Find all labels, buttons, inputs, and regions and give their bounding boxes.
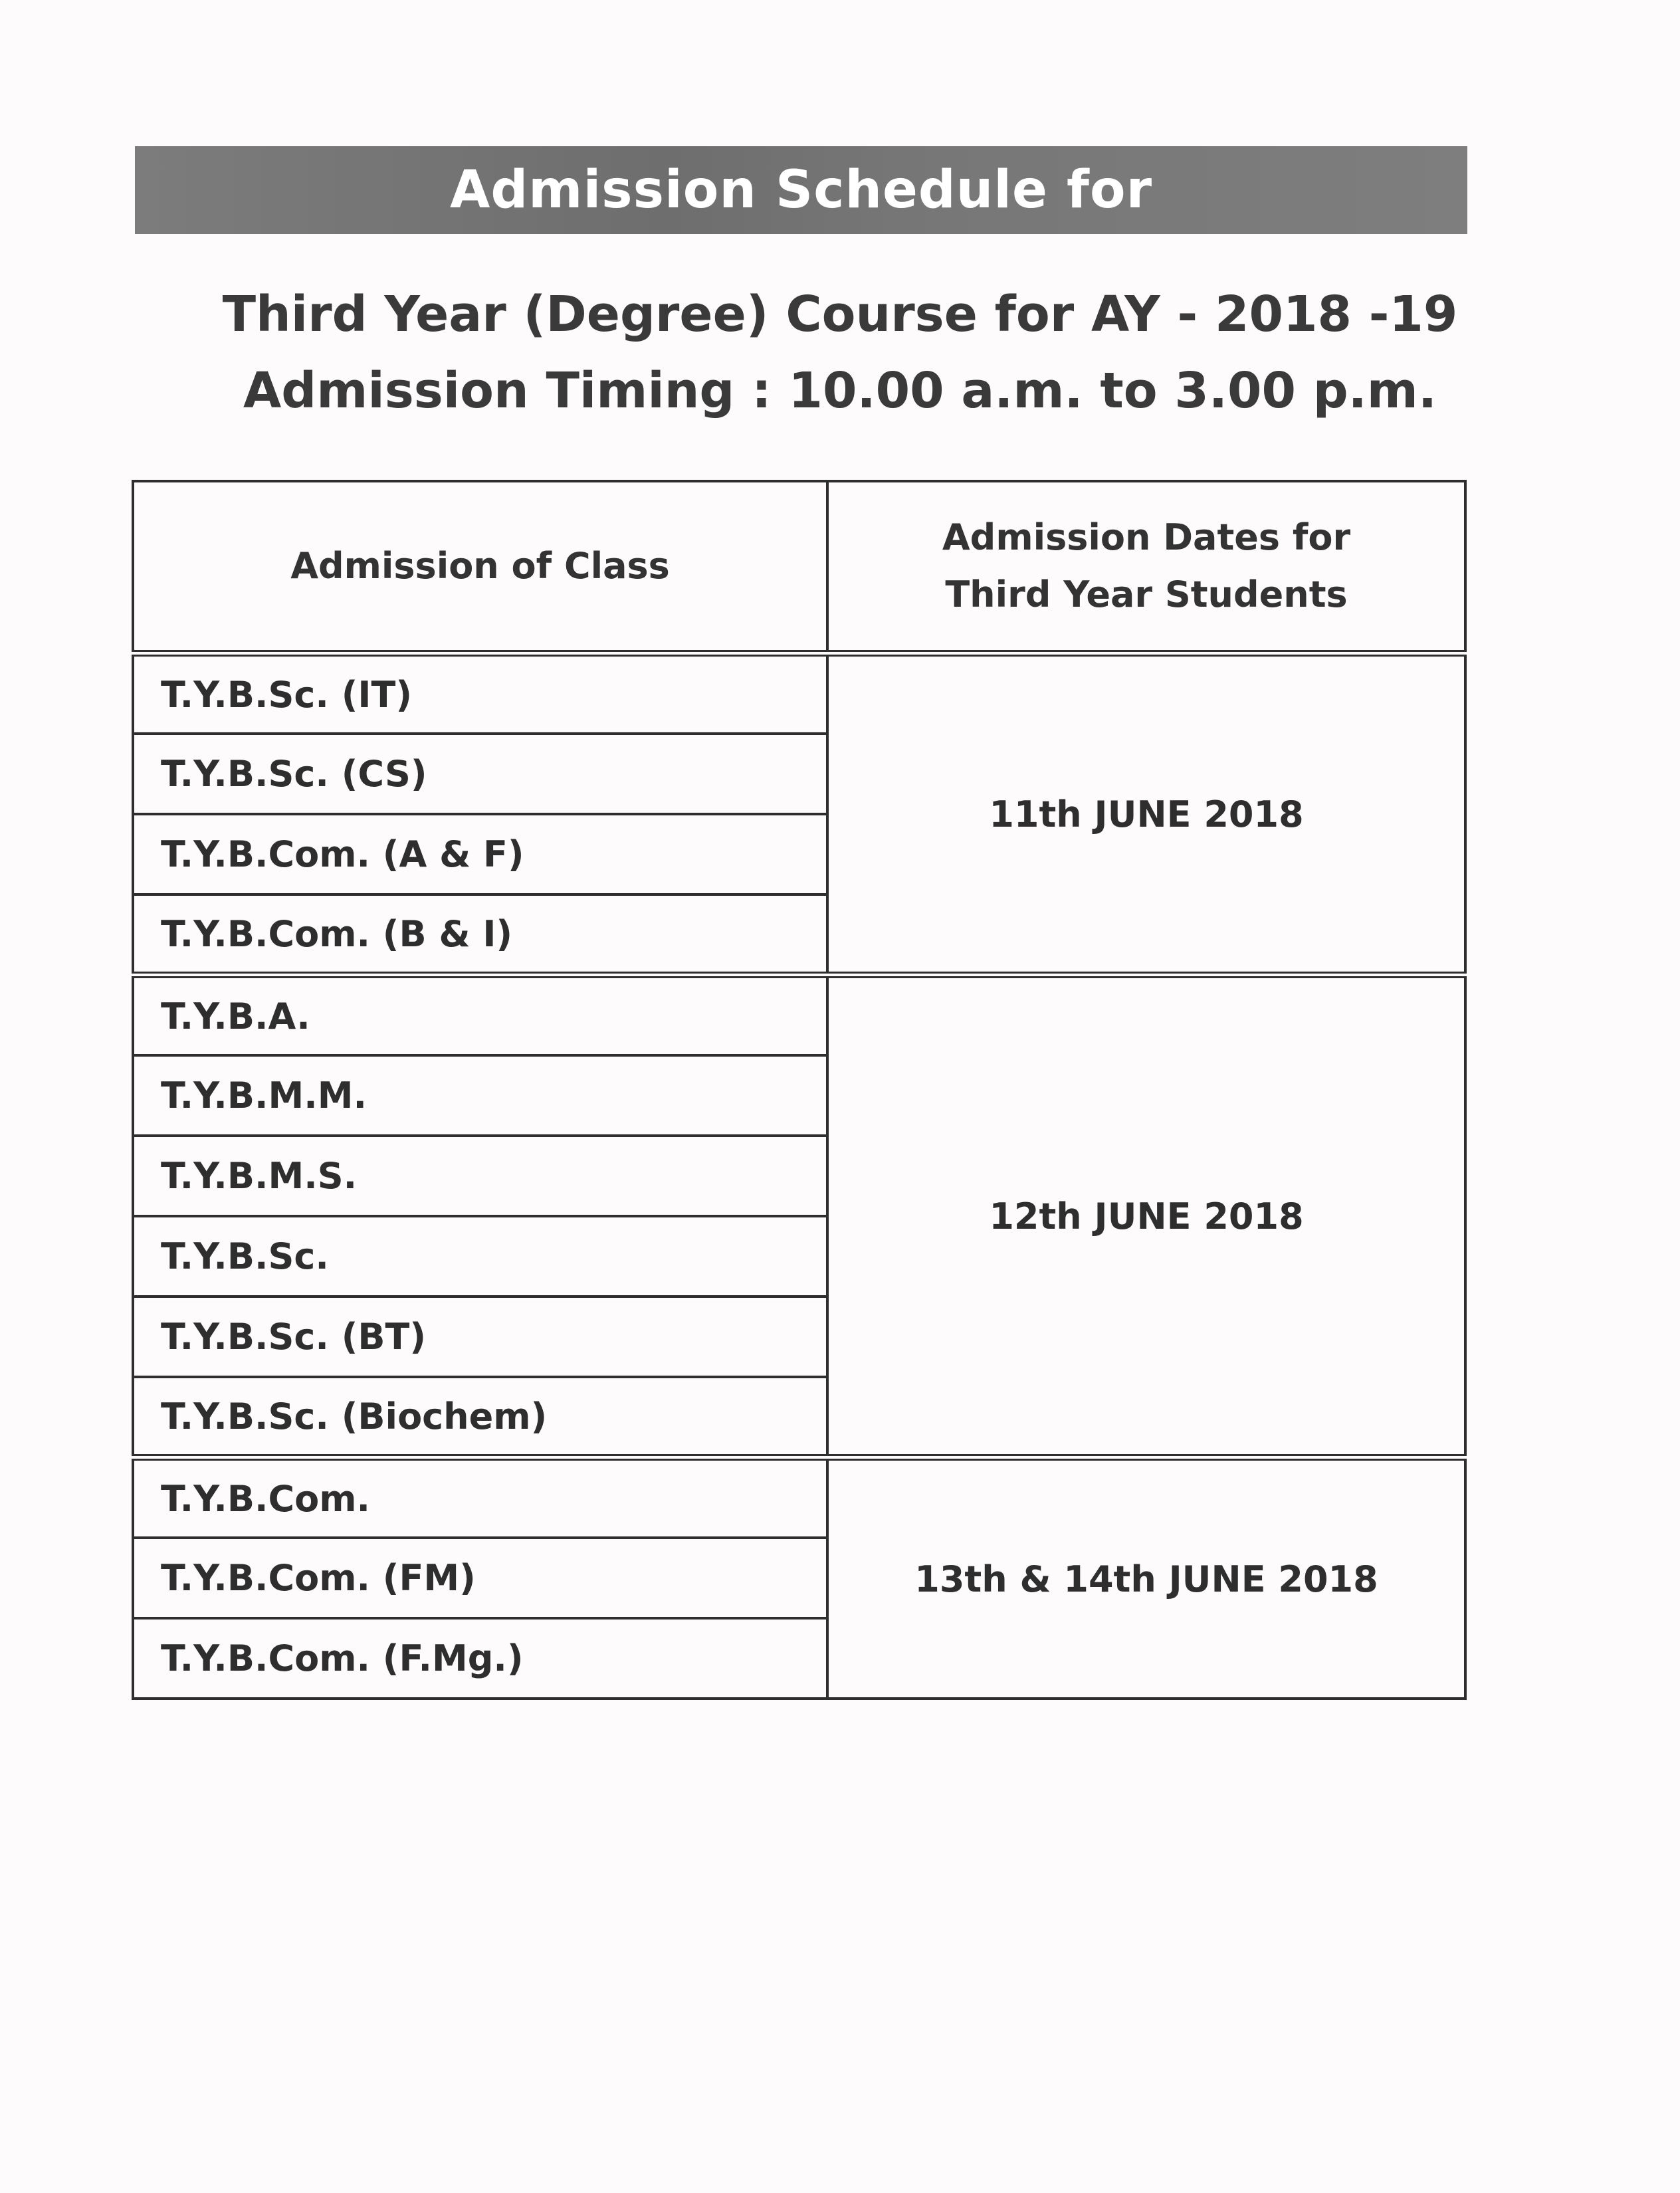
date-cell: 12th JUNE 2018 [827,975,1465,1457]
class-cell: T.Y.B.Sc. (IT) [133,653,827,734]
table-row [133,975,1465,1055]
class-cell: T.Y.B.Sc. (BT) [133,1297,827,1377]
class-cell: T.Y.B.Com. (FM) [133,1538,827,1618]
page-title: Admission Schedule for [449,160,1153,220]
table-row [133,653,1465,734]
admission-schedule-table [132,480,1467,1700]
title-banner [135,146,1467,234]
class-cell: T.Y.B.Sc. (CS) [133,734,827,814]
table-row [133,1457,1465,1538]
header-dates: Admission Dates for Third Year Students [827,481,1465,653]
date-cell: 13th & 14th JUNE 2018 [827,1457,1465,1699]
course-subtitle: Third Year (Degree) Course for AY - 2018 -19 [222,286,1458,343]
admission-timing: Admission Timing : 10.00 a.m. to 3.00 p.m. [243,362,1437,419]
class-cell: T.Y.B.Com. (F.Mg.) [133,1618,827,1699]
date-cell: 11th JUNE 2018 [827,653,1465,975]
class-cell: T.Y.B.Com. (A & F) [133,814,827,894]
class-cell: T.Y.B.Sc. [133,1216,827,1297]
class-cell: T.Y.B.M.S. [133,1136,827,1216]
header-class: Admission of Class [133,481,827,653]
class-cell: T.Y.B.M.M. [133,1055,827,1136]
class-cell: T.Y.B.Sc. (Biochem) [133,1377,827,1457]
class-cell: T.Y.B.Com. (B & I) [133,894,827,975]
class-cell: T.Y.B.Com. [133,1457,827,1538]
table-header-row [133,481,1465,653]
class-cell: T.Y.B.A. [133,975,827,1055]
